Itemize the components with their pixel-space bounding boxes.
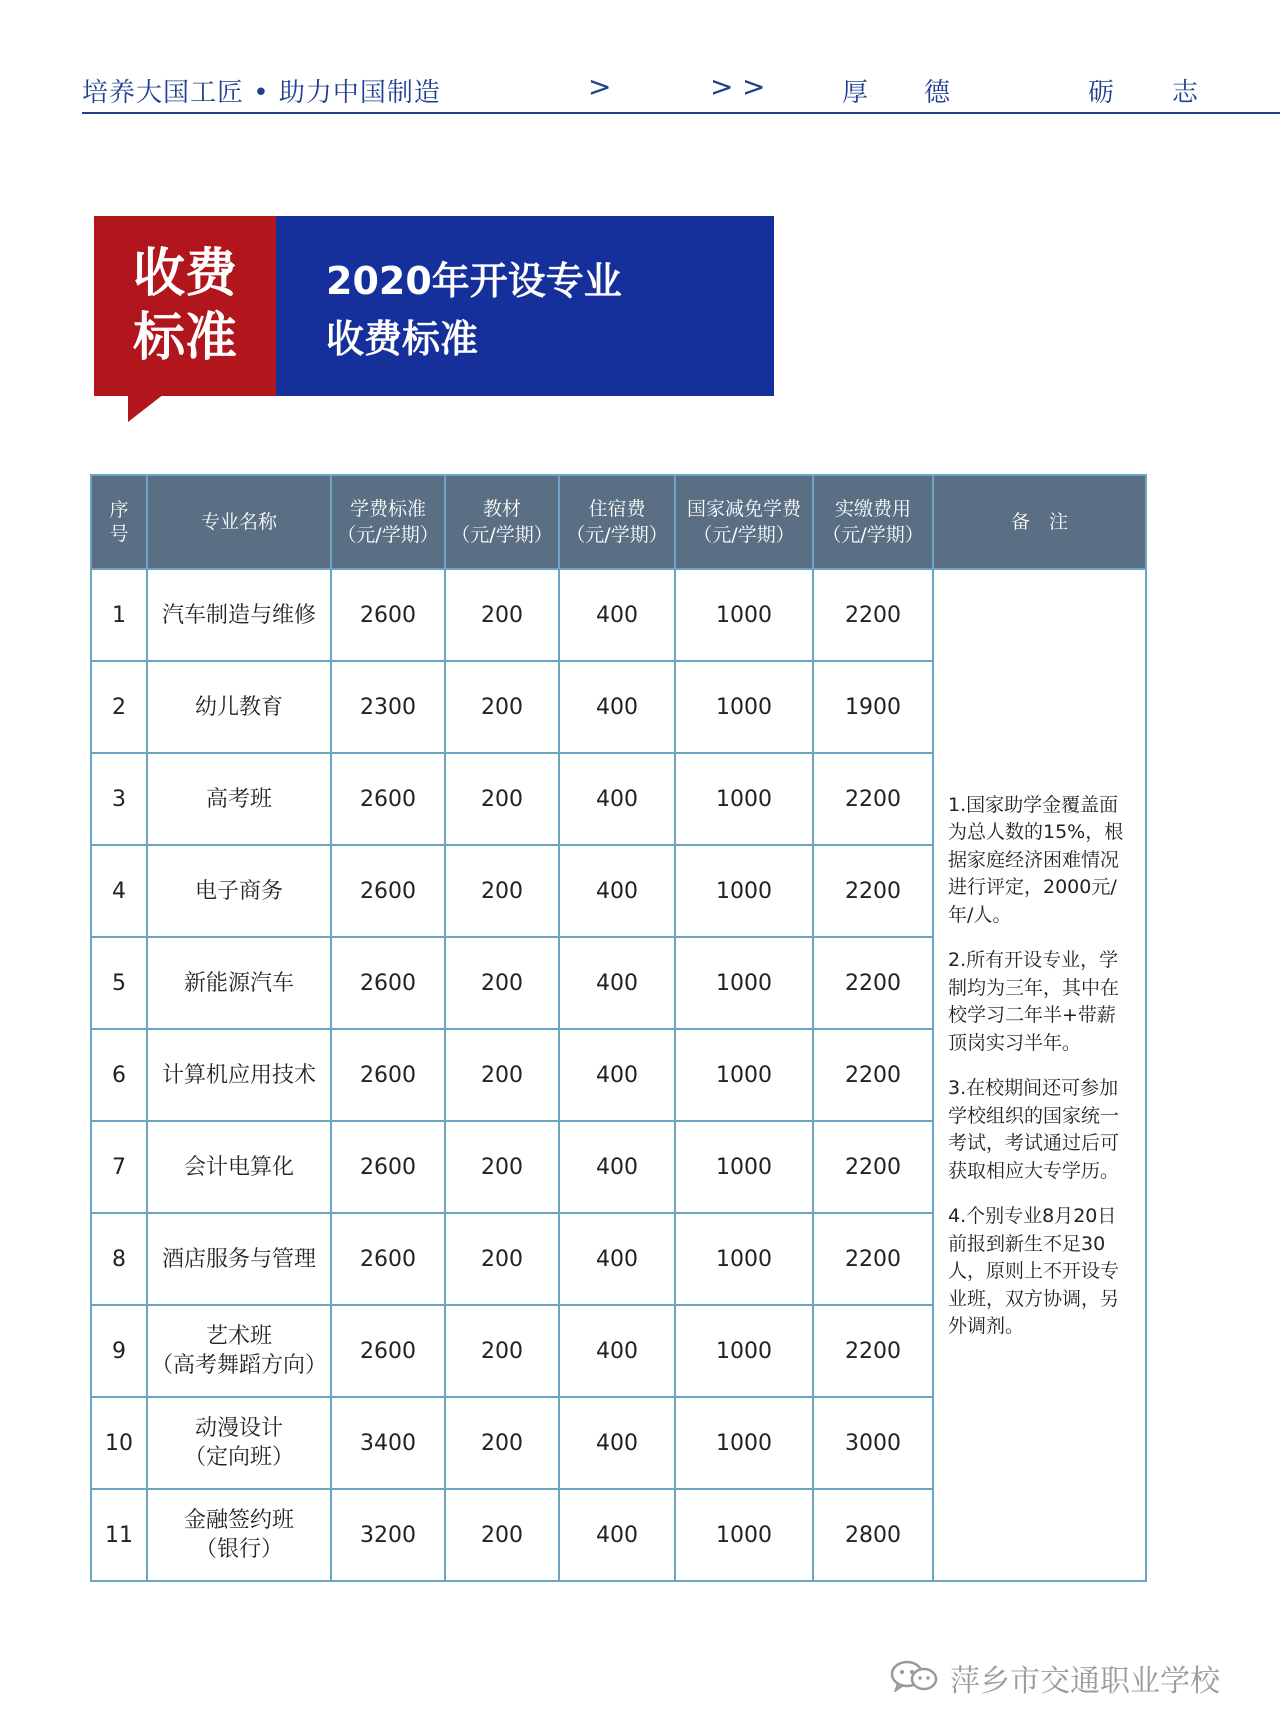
cell-waiver: 1000 (675, 1121, 813, 1213)
fee-table-container (90, 474, 1145, 1584)
motto-char: 砺 (1088, 78, 1115, 108)
cell-tuition: 2600 (331, 1029, 445, 1121)
motto-char: 厚 (842, 78, 869, 108)
cell-dorm: 400 (559, 937, 675, 1029)
cell-seq: 1 (91, 569, 147, 661)
cell-major-name: 电子商务 (147, 845, 331, 937)
banner-tail (128, 394, 164, 422)
col-header-remarks: 备 注 (933, 475, 1146, 569)
cell-dorm: 400 (559, 569, 675, 661)
cell-waiver: 1000 (675, 1397, 813, 1489)
cell-books: 200 (445, 753, 559, 845)
banner-badge (94, 216, 276, 396)
cell-books: 200 (445, 1121, 559, 1213)
cell-waiver: 1000 (675, 569, 813, 661)
cell-seq: 4 (91, 845, 147, 937)
cell-seq: 8 (91, 1213, 147, 1305)
cell-seq: 5 (91, 937, 147, 1029)
cell-tuition: 2600 (331, 569, 445, 661)
cell-waiver: 1000 (675, 1489, 813, 1581)
chevron-right-icon: > (742, 70, 766, 103)
cell-dorm: 400 (559, 661, 675, 753)
cell-books: 200 (445, 937, 559, 1029)
remark-item: 3.在校期间还可参加学校组织的国家统一考试，考试通过后可获取相应大专学历。 (948, 1077, 1120, 1182)
cell-waiver: 1000 (675, 1305, 813, 1397)
cell-paid: 2200 (813, 1213, 933, 1305)
wechat-icon (890, 1660, 938, 1692)
cell-seq: 6 (91, 1029, 147, 1121)
cell-paid: 2200 (813, 845, 933, 937)
cell-tuition: 3200 (331, 1489, 445, 1581)
motto-char: 德 (924, 78, 951, 108)
cell-paid: 1900 (813, 661, 933, 753)
cell-major-name: 幼儿教育 (147, 661, 331, 753)
cell-books: 200 (445, 569, 559, 661)
cell-major-name: 汽车制造与维修 (147, 569, 331, 661)
cell-books: 200 (445, 1213, 559, 1305)
cell-books: 200 (445, 661, 559, 753)
cell-seq: 11 (91, 1489, 147, 1581)
page-header (82, 66, 1280, 116)
cell-paid: 2200 (813, 753, 933, 845)
cell-major-name: 金融签约班 （银行） (147, 1489, 331, 1581)
header-divider (82, 112, 1280, 114)
cell-tuition: 2600 (331, 1305, 445, 1397)
cell-seq: 2 (91, 661, 147, 753)
col-header-dorm: 住宿费 （元/学期） (559, 475, 675, 569)
remark-item: 1.国家助学金覆盖面为总人数的15%，根据家庭经济困难情况进行评定，2000元/年/人。 (948, 793, 1124, 926)
banner-title-box (276, 216, 774, 396)
cell-tuition: 2600 (331, 845, 445, 937)
cell-books: 200 (445, 1029, 559, 1121)
cell-paid: 2200 (813, 569, 933, 661)
cell-paid: 2200 (813, 937, 933, 1029)
chevron-right-icon: > (710, 70, 734, 103)
cell-tuition: 2600 (331, 1121, 445, 1213)
cell-dorm: 400 (559, 845, 675, 937)
cell-dorm: 400 (559, 753, 675, 845)
cell-tuition: 2600 (331, 1213, 445, 1305)
cell-paid: 2200 (813, 1029, 933, 1121)
cell-books: 200 (445, 1489, 559, 1581)
page-title-line: 收费标准 (326, 317, 479, 361)
cell-seq: 3 (91, 753, 147, 845)
cell-major-name: 艺术班 （高考舞蹈方向） (147, 1305, 331, 1397)
cell-books: 200 (445, 845, 559, 937)
cell-waiver: 1000 (675, 753, 813, 845)
cell-tuition: 2300 (331, 661, 445, 753)
col-header-seq: 序号 (91, 475, 147, 569)
banner-badge-line: 标准 (132, 308, 237, 368)
cell-dorm: 400 (559, 1397, 675, 1489)
cell-waiver: 1000 (675, 1213, 813, 1305)
cell-paid: 2200 (813, 1121, 933, 1213)
cell-tuition: 2600 (331, 937, 445, 1029)
cell-paid: 2200 (813, 1305, 933, 1397)
cell-dorm: 400 (559, 1121, 675, 1213)
col-header-books: 教材 （元/学期） (445, 475, 559, 569)
cell-major-name: 新能源汽车 (147, 937, 331, 1029)
cell-dorm: 400 (559, 1305, 675, 1397)
cell-waiver: 1000 (675, 937, 813, 1029)
page-title-line: 2020年开设专业 (326, 259, 622, 303)
col-header-name: 专业名称 (147, 475, 331, 569)
cell-waiver: 1000 (675, 845, 813, 937)
cell-major-name: 动漫设计 （定向班） (147, 1397, 331, 1489)
cell-seq: 7 (91, 1121, 147, 1213)
remarks-cell (933, 569, 1146, 1581)
cell-major-name: 计算机应用技术 (147, 1029, 331, 1121)
col-header-tuition: 学费标准 （元/学期） (331, 475, 445, 569)
cell-tuition: 2600 (331, 753, 445, 845)
cell-seq: 10 (91, 1397, 147, 1489)
account-name: 萍乡市交通职业学校 (950, 1664, 1220, 1699)
chevron-right-icon: > (588, 70, 612, 103)
header-slogan: 培养大国工匠 • 助力中国制造 (82, 78, 441, 108)
col-header-waiver: 国家减免学费 （元/学期） (675, 475, 813, 569)
table-header-row (91, 475, 1146, 569)
table-body (91, 569, 1146, 1581)
remark-item: 4.个别专业8月20日前报到新生不足30人，原则上不开设专业班，双方协调，另外调剂。 (948, 1205, 1120, 1337)
cell-tuition: 3400 (331, 1397, 445, 1489)
cell-dorm: 400 (559, 1029, 675, 1121)
cell-dorm: 400 (559, 1213, 675, 1305)
cell-major-name: 酒店服务与管理 (147, 1213, 331, 1305)
cell-books: 200 (445, 1397, 559, 1489)
fee-table (90, 474, 1147, 1582)
cell-books: 200 (445, 1305, 559, 1397)
cell-seq: 9 (91, 1305, 147, 1397)
cell-dorm: 400 (559, 1489, 675, 1581)
page-title (326, 252, 622, 368)
cell-waiver: 1000 (675, 661, 813, 753)
motto-char: 志 (1172, 78, 1199, 108)
remark-item: 2.所有开设专业，学制均为三年，其中在校学习二年半+带薪顶岗实习半年。 (948, 949, 1120, 1054)
cell-paid: 2800 (813, 1489, 933, 1581)
cell-paid: 3000 (813, 1397, 933, 1489)
cell-major-name: 会计电算化 (147, 1121, 331, 1213)
banner-badge-text (94, 242, 276, 370)
banner-badge-line: 收费 (132, 244, 237, 304)
table-row (91, 569, 1146, 661)
cell-waiver: 1000 (675, 1029, 813, 1121)
col-header-paid: 实缴费用 （元/学期） (813, 475, 933, 569)
cell-major-name: 高考班 (147, 753, 331, 845)
